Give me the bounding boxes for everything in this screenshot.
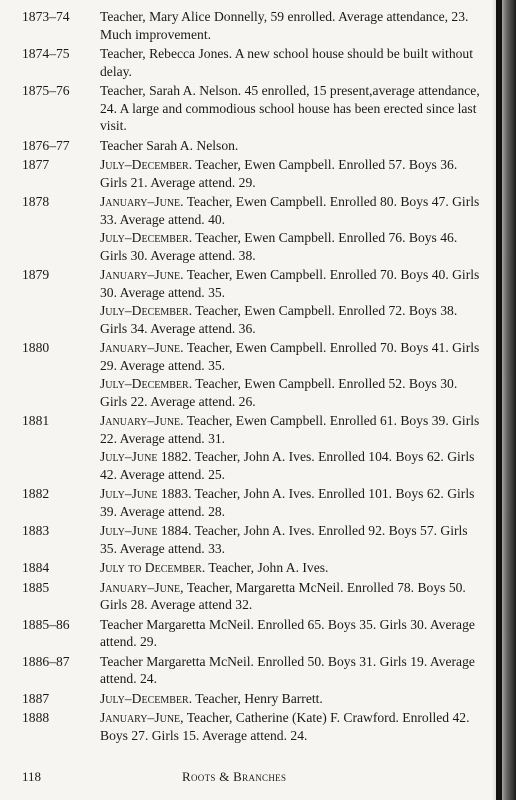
page-number: 118: [22, 769, 42, 784]
entry-detail: . Teacher, John A. Ives.: [201, 560, 329, 575]
entry-row: [22, 690, 482, 708]
entry-paragraph: [100, 522, 482, 557]
entry-text: [100, 709, 482, 744]
entry-period-label: July–December: [100, 376, 189, 391]
entry-paragraph: [100, 616, 482, 651]
entry-paragraph: [100, 690, 482, 708]
entry-year: 1888: [22, 710, 50, 725]
entry-year: 1885–86: [22, 616, 70, 632]
entry-detail: 1883. Teacher, John A. Ives. Enrolled 101. Boys 62. Girls 39. Average attend. 28.: [100, 486, 475, 519]
entry-text: [100, 156, 482, 191]
entry-year: 1885: [22, 579, 50, 595]
entry-detail: . Teacher, Ewen Campbell. Enrolled 61. Boys 39. Girls 22. Average attend. 31.: [100, 413, 480, 446]
entry-row: [22, 485, 482, 520]
entry-period-label: January–June: [100, 267, 181, 282]
entry-text: [100, 137, 482, 155]
entry-detail: Teacher Margaretta McNeil. Enrolled 65. Boys 35. Girls 30. Average attend. 29.: [100, 616, 475, 649]
entry-row: [22, 193, 482, 264]
entry-year: 1882: [22, 486, 50, 501]
entry-year: 1876–77: [22, 137, 70, 153]
entry-paragraph: [100, 137, 482, 155]
entry-paragraph: [100, 579, 482, 614]
entry-detail: . Teacher, Ewen Campbell. Enrolled 72. Boys 38. Girls 34. Average attend. 36.: [100, 303, 458, 336]
entry-text: [100, 579, 482, 614]
entry-year: 1878: [22, 194, 50, 209]
entry-paragraph: [100, 448, 482, 483]
entry-paragraph: [100, 266, 482, 301]
entry-row: [22, 559, 482, 577]
entry-row: [22, 522, 482, 557]
entry-row: [22, 8, 482, 43]
entry-paragraph: [100, 412, 482, 447]
entry-detail: Teacher, Mary Alice Donnelly, 59 enrolled. Average attendance, 23. Much improvement.: [100, 9, 469, 42]
entry-text: [100, 8, 482, 43]
entry-detail: Teacher, Sarah A. Nelson. 45 enrolled, 15 present,average attendance, 24. A large and commodious school house has been erected since last visit.: [100, 83, 480, 133]
entry-period-label: July–December: [100, 230, 189, 245]
entry-detail: . Teacher, Ewen Campbell. Enrolled 57. Boys 36. Girls 21. Average attend. 29.: [100, 157, 458, 190]
entry-row: [22, 45, 482, 80]
entry-detail: . Teacher, Ewen Campbell. Enrolled 76. Boys 46. Girls 30. Average attend. 38.: [100, 230, 458, 263]
entry-paragraph: [100, 559, 482, 577]
entry-detail: . Teacher, Ewen Campbell. Enrolled 52. Boys 30. Girls 22. Average attend. 26.: [100, 376, 458, 409]
entry-paragraph: [100, 375, 482, 410]
entry-detail: Teacher, Rebecca Jones. A new school house should be built without delay.: [100, 46, 474, 79]
entry-detail: 1882. Teacher, John A. Ives. Enrolled 104. Boys 62. Girls 42. Average attend. 25.: [100, 449, 475, 482]
entry-year: 1880: [22, 340, 50, 355]
entry-year: 1887: [22, 690, 50, 706]
entry-row: [22, 156, 482, 191]
entry-paragraph: [100, 339, 482, 374]
book-gutter: [496, 0, 502, 800]
entry-paragraph: [100, 229, 482, 264]
entry-period-label: July–June: [100, 486, 158, 501]
entry-period-label: January–June: [100, 194, 181, 209]
entry-list: [22, 8, 482, 746]
entry-period-label: January–June: [100, 413, 181, 428]
entry-paragraph: [100, 156, 482, 191]
entry-text: [100, 82, 482, 135]
entry-detail: , Teacher, Margaretta McNeil. Enrolled 78. Boys 50. Girls 28. Average attend 32.: [100, 579, 466, 612]
entry-period-label: July–December: [100, 303, 189, 318]
entry-period-label: July–December: [100, 157, 189, 172]
entry-text: [100, 193, 482, 264]
entry-text: [100, 339, 482, 410]
entry-paragraph: [100, 8, 482, 43]
entry-detail: Teacher Sarah A. Nelson.: [100, 137, 239, 153]
entry-period-label: July–June: [100, 523, 158, 538]
entry-year: 1879: [22, 267, 50, 282]
entry-text: [100, 559, 482, 577]
entry-year: 1873–74: [22, 9, 70, 24]
entry-row: [22, 339, 482, 410]
entry-row: [22, 709, 482, 744]
entry-detail: . Teacher, Ewen Campbell. Enrolled 70. Boys 41. Girls 29. Average attend. 35.: [100, 340, 480, 373]
entry-detail: . Teacher, Ewen Campbell. Enrolled 80. Boys 47. Girls 33. Average attend. 40.: [100, 194, 480, 227]
entry-text: [100, 45, 482, 80]
entry-text: [100, 653, 482, 688]
entry-detail: 1884. Teacher, John A. Ives. Enrolled 92. Boys 57. Girls 35. Average attend. 33.: [100, 523, 468, 556]
entry-text: [100, 616, 482, 651]
entry-text: [100, 412, 482, 483]
entry-detail: , Teacher, Catherine (Kate) F. Crawford. Enrolled 42. Boys 27. Girls 15. Average attend. 24.: [100, 710, 470, 743]
entry-period-label: July to December: [100, 560, 202, 575]
entry-paragraph: [100, 45, 482, 80]
entry-year: 1877: [22, 157, 50, 172]
entry-detail: . Teacher, Henry Barrett.: [188, 690, 323, 706]
entry-row: [22, 412, 482, 483]
entry-text: [100, 485, 482, 520]
entry-year: 1881: [22, 413, 50, 428]
entry-year: 1884: [22, 560, 50, 575]
entry-row: [22, 266, 482, 337]
entry-detail: Teacher Margaretta McNeil. Enrolled 50. Boys 31. Girls 19. Average attend. 24.: [100, 653, 475, 686]
entry-text: [100, 522, 482, 557]
entry-row: [22, 579, 482, 614]
entry-period-label: July–June: [100, 449, 158, 464]
entry-paragraph: [100, 193, 482, 228]
entry-text: [100, 690, 482, 708]
entry-year: 1874–75: [22, 46, 70, 61]
entry-detail: . Teacher, Ewen Campbell. Enrolled 70. Boys 40. Girls 30. Average attend. 35.: [100, 267, 480, 300]
entry-text: [100, 266, 482, 337]
entry-period-label: January–June: [100, 579, 181, 595]
entry-year: 1886–87: [22, 653, 70, 669]
entry-year: 1875–76: [22, 83, 70, 98]
running-head: Roots & Branches: [182, 769, 287, 784]
entry-row: [22, 616, 482, 651]
entry-row: [22, 653, 482, 688]
entry-period-label: July–December: [100, 690, 189, 706]
entry-period-label: January–June: [100, 710, 181, 725]
entry-year: 1883: [22, 523, 50, 538]
entry-paragraph: [100, 485, 482, 520]
page-footer: [22, 769, 482, 789]
entry-paragraph: [100, 709, 482, 744]
entry-row: [22, 82, 482, 135]
entry-paragraph: [100, 82, 482, 135]
entry-paragraph: [100, 302, 482, 337]
entry-row: [22, 137, 482, 155]
entry-paragraph: [100, 653, 482, 688]
entry-period-label: January–June: [100, 340, 181, 355]
